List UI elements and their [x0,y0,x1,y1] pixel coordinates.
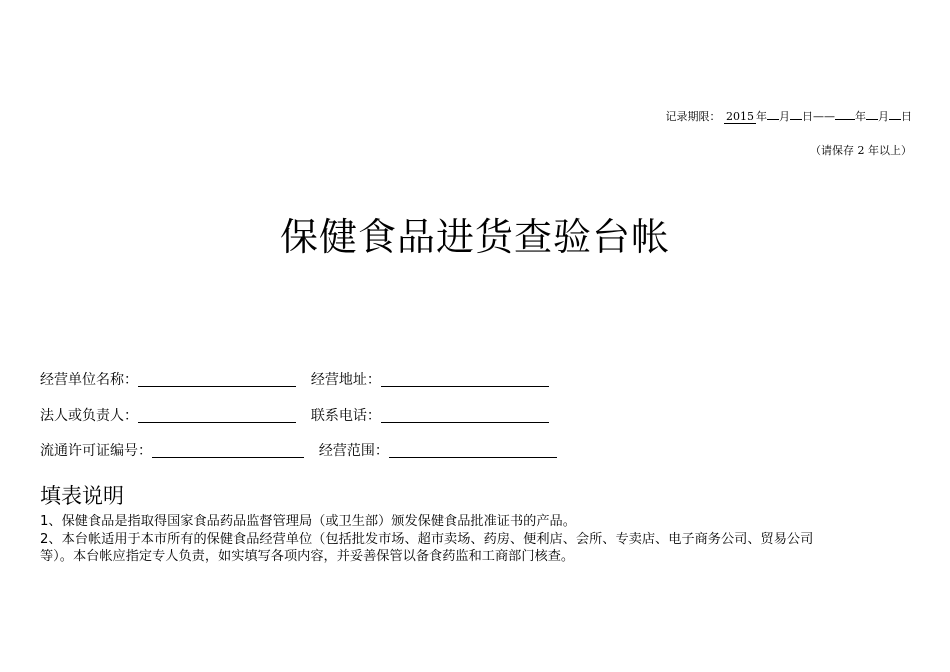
start-day-blank[interactable] [790,106,802,120]
period-dash: —— [813,110,835,123]
instruction-item-2-line-1: 2、本台帐适用于本市所有的保健食品经营单位（包括批发市场、超市卖场、药房、便利店、会所、专卖店、电子商务公司、贸易公司 [40,532,814,547]
end-year-blank[interactable] [835,106,855,120]
scope-label: 经营范围： [318,443,389,459]
license-no-blank[interactable] [152,443,304,458]
start-year: 2015 [726,110,754,123]
business-address-label: 经营地址： [310,372,381,388]
start-year-unit: 年 [756,110,767,123]
end-month-blank[interactable] [866,106,878,120]
start-month-blank[interactable] [767,106,779,120]
end-month-unit: 月 [878,110,889,123]
retention-note: （请保存 2 年以上） [810,144,912,157]
instruction-item-2-line-2: 等）。本台帐应指定专人负责，如实填写各项内容，并妥善保管以备食药监和工商部门核查。 [40,549,575,564]
business-address-blank[interactable] [381,372,549,387]
phone-label: 联系电话： [310,408,381,424]
field-row-2 [40,406,549,426]
page-title: 保健食品进货查验台帐 [279,215,670,259]
start-day-unit: 日 [802,110,813,123]
end-year-unit: 年 [855,110,866,123]
field-row-3 [40,441,557,461]
phone-blank[interactable] [381,408,549,423]
legal-person-label: 法人或负责人： [40,408,138,424]
start-month-unit: 月 [779,110,790,123]
instructions-heading: 填表说明 [40,484,124,508]
period-label: 记录期限： [665,110,721,123]
business-name-blank[interactable] [138,372,296,387]
scope-blank[interactable] [389,443,557,458]
end-day-blank[interactable] [889,106,901,120]
field-row-1 [40,370,549,390]
license-no-label: 流通许可证编号： [40,443,152,459]
legal-person-blank[interactable] [138,408,296,423]
instruction-item-1: 1、保健食品是指取得国家食品药品监督管理局（或卫生部）颁发保健食品批准证书的产品。 [40,514,576,529]
end-day-unit: 日 [901,110,912,123]
business-name-label: 经营单位名称： [40,372,138,388]
record-period [666,106,913,125]
